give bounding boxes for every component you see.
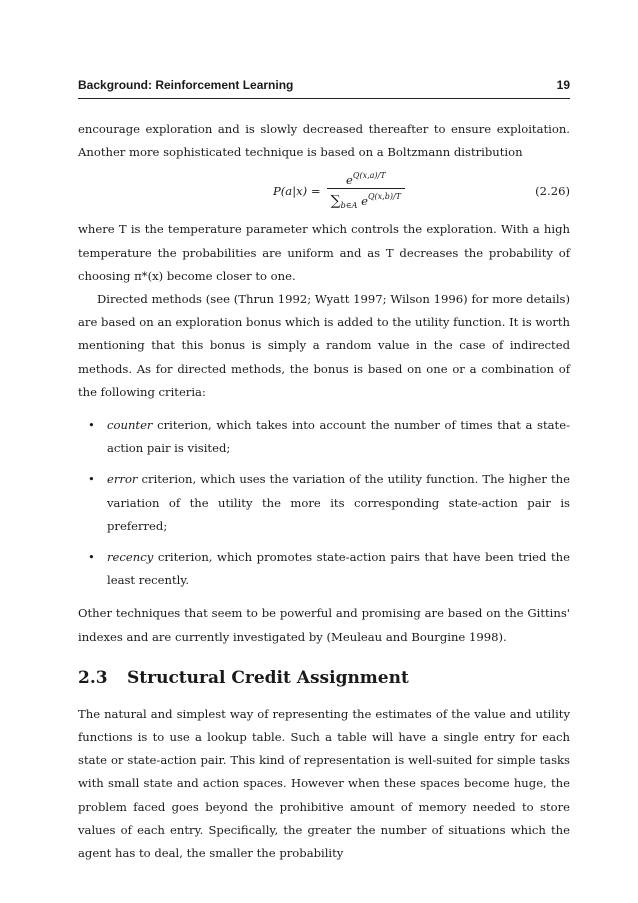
criteria-list: [78, 414, 570, 592]
denominator-base: e: [361, 194, 368, 209]
numerator-base: e: [346, 173, 353, 188]
running-header: [78, 78, 570, 98]
equation-expression: [78, 168, 520, 214]
section-number: 2.3: [78, 667, 108, 688]
page-body: [78, 118, 570, 883]
list-item-term: error: [107, 472, 138, 487]
list-item: [78, 546, 570, 592]
paragraph-exploration: encourage exploration and is slowly decreased thereafter to ensure exploitation. Another more sophisticated technique is based on a Boltzmann distribution: [78, 122, 570, 160]
bullet-icon: •: [88, 472, 95, 487]
paragraph-lookup-table: The natural and simplest way of representing the estimates of the value and utility functions is to use a lookup table. Such a table will have a single entry for each state or state-action pair. This kind of representation is well-suited for simple tasks with small state and action spaces. However when these spaces become huge, the problem faced goes beyond the prohibitive amount of memory needed to store values of each entry. Specifically, the greater the number of situations which the agent has to deal, the smaller the probability: [78, 706, 570, 861]
bullet-icon: •: [88, 550, 95, 565]
section-title: Structural Credit Assignment: [127, 667, 409, 688]
denominator-exponent: Q(x,b)/T: [367, 192, 401, 202]
list-item-term: counter: [107, 418, 153, 433]
list-item-text: criterion, which uses the variation of the utility function. The higher the variation of the utility the more its corresponding state-action pair is preferred;: [107, 472, 570, 533]
list-item: [78, 414, 570, 460]
page-number: 19: [556, 78, 570, 92]
sum-symbol: ∑: [330, 193, 341, 210]
header-rule: [78, 98, 570, 99]
sum-subscript: b∈A: [340, 201, 358, 211]
equation-numerator: [342, 168, 390, 188]
numerator-exponent: Q(x,a)/T: [352, 171, 386, 181]
paragraph-directed-methods: Directed methods (see (Thrun 1992; Wyatt 1997; Wilson 1996) for more details) are based on an exploration bonus which is added to the utility function. It is worth mentioning that this bonus is simply a random value in the case of indirected methods. As for directed methods, the bonus is based on one or a combination of the following criteria:: [78, 292, 570, 399]
paragraph-other-techniques: Other techniques that seem to be powerful and promising are based on the Gittins' indexes and are currently investigated by (Meuleau and Bourgine 1998).: [78, 606, 570, 644]
header-title: Background: Reinforcement Learning: [78, 78, 294, 92]
equation-2-26: [78, 166, 570, 216]
list-item-term: recency: [107, 550, 154, 565]
equation-number: (2.26): [535, 183, 570, 198]
paragraph-temperature: where T is the temperature parameter which controls the exploration. With a high temperature the probabilities are uniform and as T decreases the probability of choosing π*(x) become closer to one.: [78, 222, 570, 283]
list-item: [78, 468, 570, 538]
equation-denominator: [327, 188, 405, 214]
bullet-icon: •: [88, 418, 95, 433]
equation-lhs: P(a|x) =: [272, 183, 321, 198]
equation-fraction: [327, 168, 405, 214]
list-item-text: criterion, which takes into account the number of times that a state-action pair is visited;: [107, 418, 570, 456]
list-item-text: criterion, which promotes state-action pairs that have been tried the least recently.: [107, 550, 570, 588]
section-heading: [78, 667, 570, 689]
